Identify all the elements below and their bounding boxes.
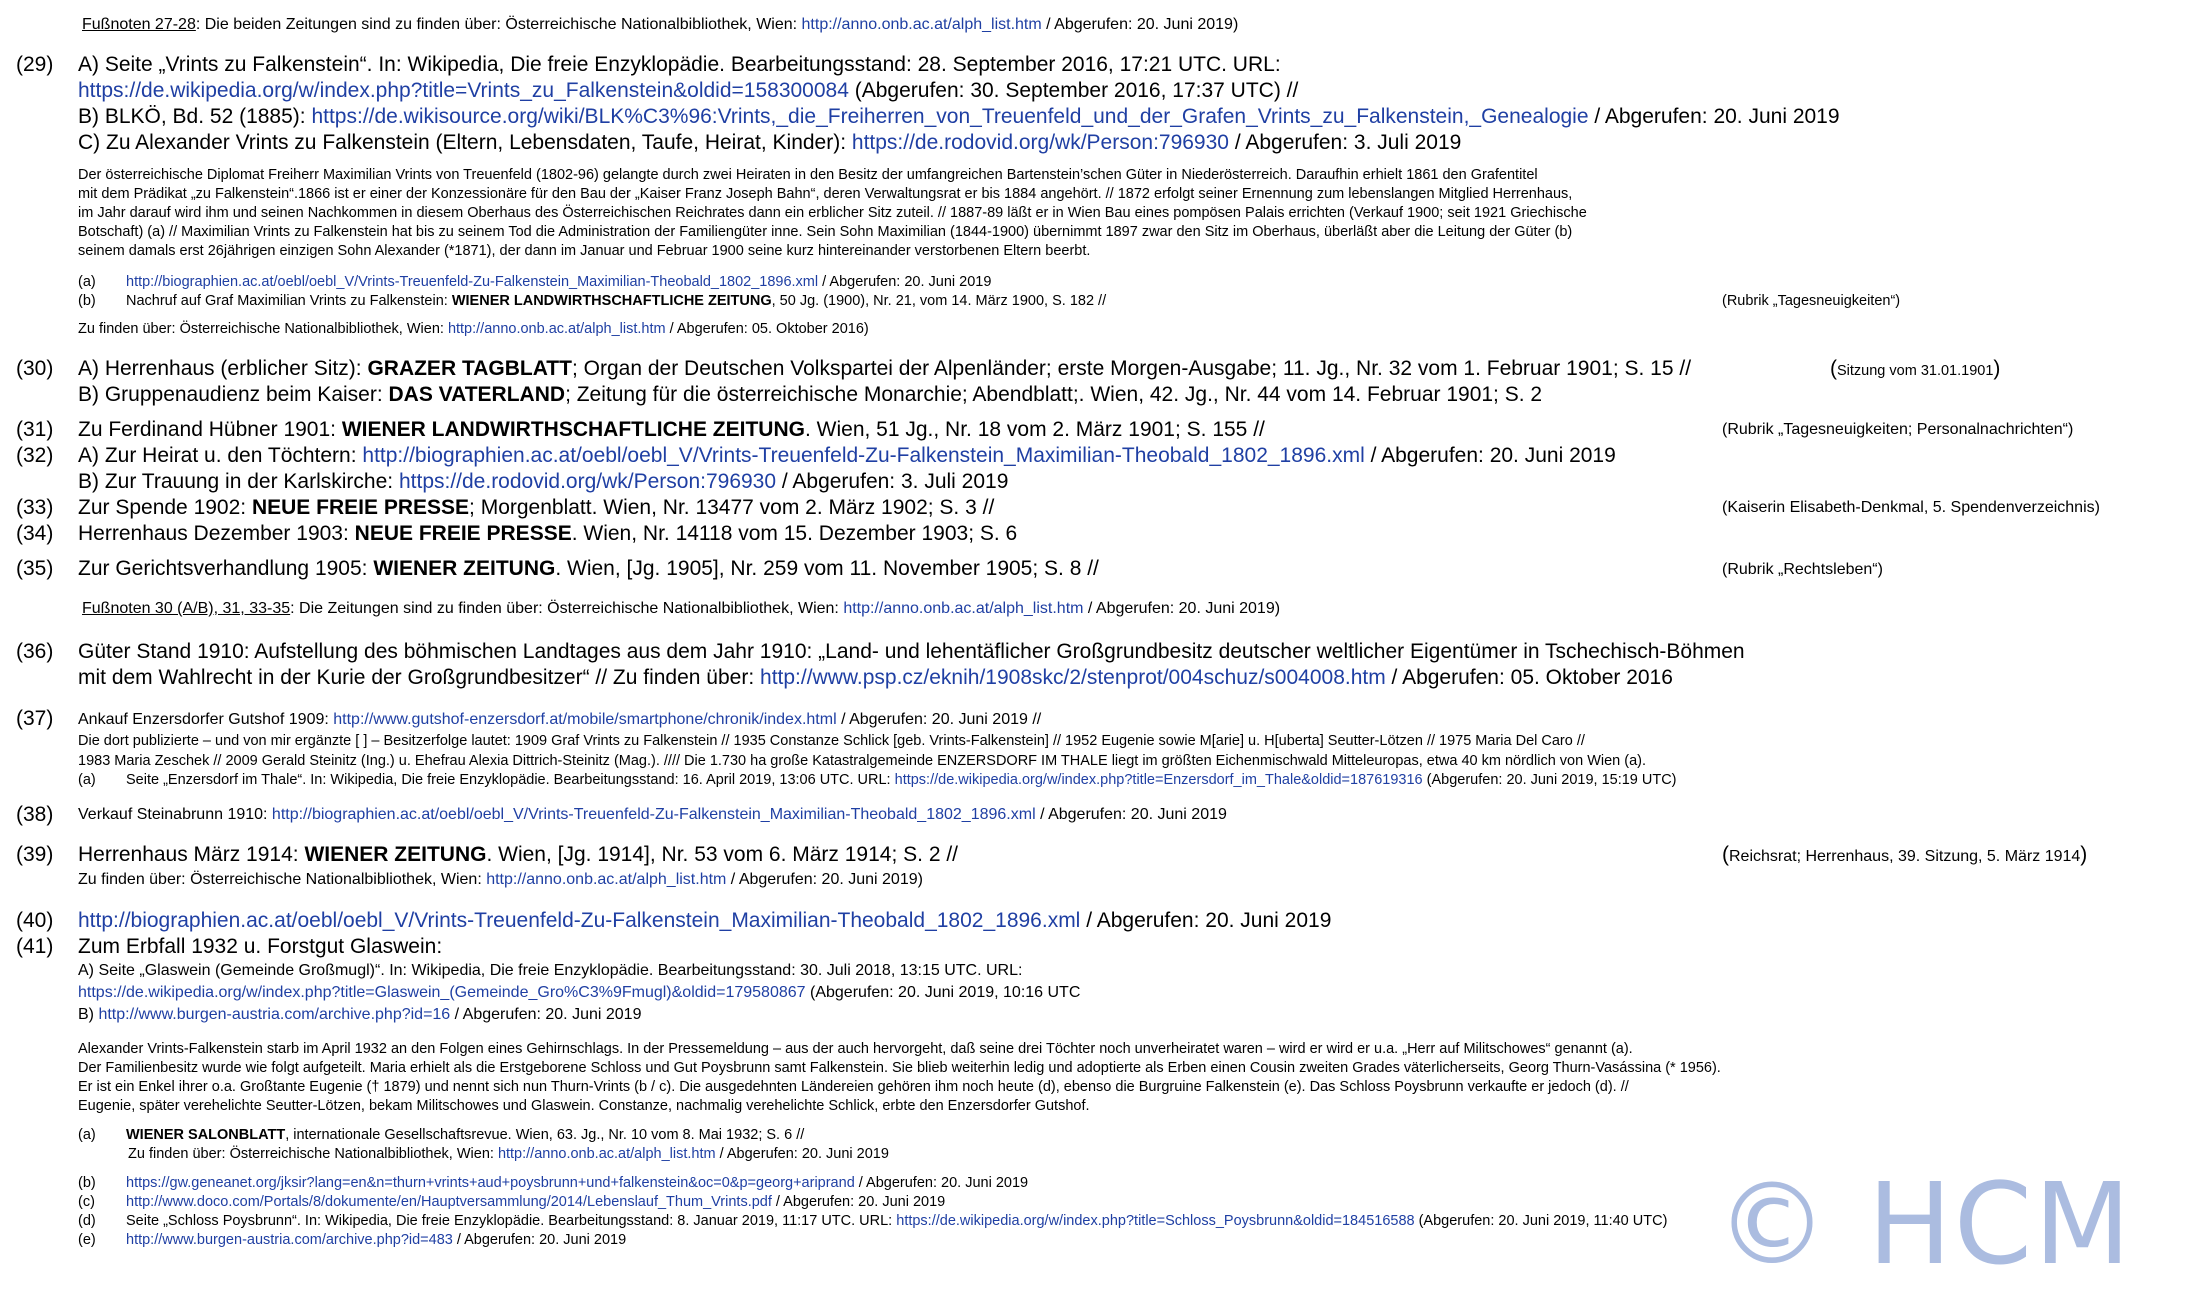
link[interactable]: http://www.burgen-austria.com/archive.php?id=16 xyxy=(98,1006,451,1023)
footnote-number: (35) xyxy=(16,557,54,580)
footnote-text: A) Seite „Glaswein (Gemeinde Großmugl)“. In: Wikipedia, Die freie Enzyklopädie. Bearbeitungsstand: 30. Juli 2018, 13:15 UTC. URL: xyxy=(78,962,1023,979)
rubric-note: (Rubrik „Rechtsleben“) xyxy=(1722,561,1883,578)
copyright-watermark: © HCM xyxy=(1716,1160,2133,1290)
footnote-number: (29) xyxy=(16,53,54,76)
footnote-text: A) Seite „Vrints zu Falkenstein“. In: Wikipedia, Die freie Enzyklopädie. Bearbeitungsstand: 28. September 2016, 17:21 UTC. URL: xyxy=(78,53,1281,76)
paragraph-line: seinem damals erst 26jährigen einzigen Sohn Alexander (*1871), der dann im Januar und Februar 1900 seine kurz hintereinander verstorbenen Eltern beerbt. xyxy=(78,243,1091,259)
reference-marker: (c) xyxy=(78,1194,95,1210)
footnote-number: (41) xyxy=(16,935,54,958)
footnote-number: (39) xyxy=(16,843,54,866)
footnote-number: (33) xyxy=(16,496,54,519)
link[interactable]: https://de.wikisource.org/wiki/BLK%C3%96:Vrints,_die_Freiherren_von_Treuenfeld_und_der_Grafen_Vrints_zu_Falkenstein,_Genealogie xyxy=(311,105,1589,128)
link[interactable]: https://de.rodovid.org/wk/Person:796930 xyxy=(398,470,777,493)
reference-text: Zu finden über: Österreichische Nationalbibliothek, Wien: http://anno.onb.ac.at/alph_list.htm / Abgerufen: 05. Oktober 2016) xyxy=(78,321,869,337)
reference-text: https://gw.geneanet.org/jksir?lang=en&n=thurn+vrints+aud+poysbrunn+und+falkenstein&oc=0&p=georg+ariprand / Abgerufen: 20. Juni 2019 xyxy=(126,1175,1029,1191)
link[interactable]: http://biographien.ac.at/oebl/oebl_V/Vrints-Treuenfeld-Zu-Falkenstein_Maximilian-Theobald_1802_1896.xml xyxy=(362,444,1365,467)
reference-marker: (e) xyxy=(78,1232,96,1248)
paragraph-line: Er ist ein Enkel ihrer o.a. Großtante Eugenie († 1879) und nennt sich nun Thurn-Vrints (b / c). Die ausgedehnten Ländereien gehören ihm noch heute (d), ebenso die Burgruine Falkenstein (e). Das Schloss Poysbrunn verkaufte er jedoch (d). // xyxy=(78,1079,1629,1095)
paragraph-line: Der Familienbesitz wurde wie folgt aufgeteilt. Maria erhielt als die Erstgeborene Schloss und Gut Poysbrunn samt Falkenstein. Sie blieb weiterhin ledig und adoptierte als Erben einen Cousin zweiten Grades väterlicherseits, Georg Thurn-Vasássina (* 1956). xyxy=(78,1060,1721,1076)
link[interactable]: http://biographien.ac.at/oebl/oebl_V/Vrints-Treuenfeld-Zu-Falkenstein_Maximilian-Theobald_1802_1896.xml xyxy=(78,909,1081,932)
link[interactable]: https://gw.geneanet.org/jksir?lang=en&n=thurn+vrints+aud+poysbrunn+und+falkenstein&oc=0&p=georg+ariprand xyxy=(126,1175,855,1191)
footnote-text: http://biographien.ac.at/oebl/oebl_V/Vrints-Treuenfeld-Zu-Falkenstein_Maximilian-Theobald_1802_1896.xml / Abgerufen: 20. Juni 2019 xyxy=(78,909,1332,932)
footnote-text: Güter Stand 1910: Aufstellung des böhmischen Landtages aus dem Jahr 1910: „Land- und lehentäflicher Großgrundbesitz deutscher weltlicher Eigentümer in Tschechisch-Böhmen xyxy=(78,640,1745,663)
rubric-note: (Kaiserin Elisabeth-Denkmal, 5. Spendenverzeichnis) xyxy=(1722,499,2100,516)
footnote-text: Herrenhaus März 1914: WIENER ZEITUNG. Wien, [Jg. 1914], Nr. 53 vom 6. März 1914; S. 2 // xyxy=(78,843,958,866)
rubric-note: (Rubrik „Tagesneuigkeiten; Personalnachrichten“) xyxy=(1722,421,2074,438)
link[interactable]: http://www.burgen-austria.com/archive.php?id=483 xyxy=(126,1232,453,1248)
footnote-number: (36) xyxy=(16,640,54,663)
footnote-number: (32) xyxy=(16,444,54,467)
footnote-text: Zur Spende 1902: NEUE FREIE PRESSE; Morgenblatt. Wien, Nr. 13477 vom 2. März 1902; S. 3 // xyxy=(78,496,995,519)
link[interactable]: http://anno.onb.ac.at/alph_list.htm xyxy=(801,16,1042,33)
footnote-label: Fußnoten 27-28 xyxy=(82,16,196,33)
footnote-text: https://de.wikipedia.org/w/index.php?title=Vrints_zu_Falkenstein&oldid=158300084 (Abgerufen: 30. September 2016, 17:37 UTC) // xyxy=(78,79,1299,102)
footnote-27-28-note: Fußnoten 27-28: Die beiden Zeitungen sind zu finden über: Österreichische Nationalbibliothek, Wien: http://anno.onb.ac.at/alph_list.htm / Abgerufen: 20. Juni 2019) xyxy=(82,16,1239,33)
footnote-number: (31) xyxy=(16,418,54,441)
link[interactable]: https://de.wikipedia.org/w/index.php?title=Glaswein_(Gemeinde_Gro%C3%9Fmugl)&oldid=179580867 xyxy=(78,984,806,1001)
footnote-text: B) BLKÖ, Bd. 52 (1885): https://de.wikisource.org/wiki/BLK%C3%96:Vrints,_die_Freiherren_von_Treuenfeld_und_der_Grafen_Vrints_zu_Falkenstein,_Genealogie / Abgerufen: 20. Juni 2019 xyxy=(78,105,1840,128)
reference-marker: (a) xyxy=(78,772,96,788)
footnote-text: A) Zur Heirat u. den Töchtern: http://biographien.ac.at/oebl/oebl_V/Vrints-Treuenfeld-Zu-Falkenstein_Maximilian-Theobald_1802_1896.xml / Abgerufen: 20. Juni 2019 xyxy=(78,444,1616,467)
reference-text: Seite „Schloss Poysbrunn“. In: Wikipedia, Die freie Enzyklopädie. Bearbeitungsstand: 8. Januar 2019, 11:17 UTC. URL: https://de.wikipedia.org/w/index.php?title=Schloss_Poysbrunn&oldid=184516588 (Abgerufen: 20. Juni 2019, 11:40 UTC) xyxy=(126,1213,1668,1229)
link[interactable]: https://de.wikipedia.org/w/index.php?title=Schloss_Poysbrunn&oldid=184516588 xyxy=(896,1213,1415,1229)
link[interactable]: http://anno.onb.ac.at/alph_list.htm xyxy=(447,321,666,337)
reference-marker: (b) xyxy=(78,293,96,309)
reference-text: Zu finden über: Österreichische Nationalbibliothek, Wien: http://anno.onb.ac.at/alph_list.htm / Abgerufen: 20. Juni 2019 xyxy=(128,1146,889,1162)
footnote-text: Zu Ferdinand Hübner 1901: WIENER LANDWIRTHSCHAFTLICHE ZEITUNG. Wien, 51 Jg., Nr. 18 vom 2. März 1901; S. 155 // xyxy=(78,418,1265,441)
footnote-text: Verkauf Steinabrunn 1910: http://biographien.ac.at/oebl/oebl_V/Vrints-Treuenfeld-Zu-Falkenstein_Maximilian-Theobald_1802_1896.xml / Abgerufen: 20. Juni 2019 xyxy=(78,806,1227,823)
footnote-text: B) http://www.burgen-austria.com/archive.php?id=16 / Abgerufen: 20. Juni 2019 xyxy=(78,1006,642,1023)
reference-text: WIENER SALONBLATT, internationale Gesellschaftsrevue. Wien, 63. Jg., Nr. 10 vom 8. Mai 1932; S. 6 // xyxy=(126,1127,805,1143)
paragraph-line: Der österreichische Diplomat Freiherr Maximilian Vrints von Treuenfeld (1802-96) gelangte durch zwei Heiraten in den Besitz der umfangreichen Bartenstein’schen Güter in Niederösterreich. Daraufhin erhielt 1861 den Grafentitel xyxy=(78,167,1538,183)
footnote-text: Zur Gerichtsverhandlung 1905: WIENER ZEITUNG. Wien, [Jg. 1905], Nr. 259 vom 11. November 1905; S. 8 // xyxy=(78,557,1099,580)
paragraph-line: mit dem Prädikat „zu Falkenstein“.1866 ist er einer der Konzessionäre für den Bau der „Kaiser Franz Joseph Bahn“, deren Verwaltungsrat er bis 1884 angehört. // 1872 erfolgt seiner Ernennung zum lebenslangen Mitglied Herrenhaus, xyxy=(78,186,1573,202)
rubric-note: (Reichsrat; Herrenhaus, 39. Sitzung, 5. März 1914) xyxy=(1722,843,2088,866)
link[interactable]: https://de.wikipedia.org/w/index.php?title=Enzersdorf_im_Thale&oldid=187619316 xyxy=(894,772,1423,788)
footnote-text: A) Herrenhaus (erblicher Sitz): GRAZER TAGBLATT; Organ der Deutschen Volkspartei der Alpenländer; erste Morgen-Ausgabe; 11. Jg., Nr. 32 vom 1. Februar 1901; S. 15 // xyxy=(78,357,1692,380)
footnote-number: (30) xyxy=(16,357,54,380)
link[interactable]: http://biographien.ac.at/oebl/oebl_V/Vrints-Treuenfeld-Zu-Falkenstein_Maximilian-Theobald_1802_1896.xml xyxy=(271,806,1036,823)
paragraph-line: im Jahr darauf wird ihm und seinen Nachkommen in diesem Oberhaus des Österreichischen Reichrates dann ein erblicher Sitz zuteil. // 1887-89 läßt er in Wien Bau eines pompösen Palais errichten (Verkauf 1900; seit 1921 Griechische xyxy=(78,205,1587,221)
footnote-text: Herrenhaus Dezember 1903: NEUE FREIE PRESSE. Wien, Nr. 14118 vom 15. Dezember 1903; S. 6 xyxy=(78,522,1018,545)
paragraph-line: 1983 Maria Zeschek // 2009 Gerald Steinitz (Ing.) u. Ehefrau Alexia Dittrich-Steinitz (Mag.). //// Die 1.730 ha große Katastralgemeinde ENZERSDORF IM THALE liegt im größten Eichenmischwald Mitteleuropas, etwa 40 km nördlich von Wien (a). xyxy=(78,753,1647,769)
footnote-text: B) Zur Trauung in der Karlskirche: https://de.rodovid.org/wk/Person:796930 / Abgerufen: 3. Juli 2019 xyxy=(78,470,1009,493)
reference-text: http://www.burgen-austria.com/archive.php?id=483 / Abgerufen: 20. Juni 2019 xyxy=(126,1232,627,1248)
footnote-number: (37) xyxy=(16,707,54,730)
reference-marker: (a) xyxy=(78,1127,96,1143)
footnote-text: Ankauf Enzersdorfer Gutshof 1909: http://www.gutshof-enzersdorf.at/mobile/smartphone/chronik/index.html / Abgerufen: 20. Juni 2019 // xyxy=(78,711,1042,728)
rubric-note: (Sitzung vom 31.01.1901) xyxy=(1830,357,2001,380)
reference-text: Seite „Enzersdorf im Thale“. In: Wikipedia, Die freie Enzyklopädie. Bearbeitungsstand: 16. April 2019, 13:06 UTC. URL: https://de.wikipedia.org/w/index.php?title=Enzersdorf_im_Thale&oldid=187619316 (Abgerufen: 20. Juni 2019, 15:19 UTC) xyxy=(126,772,1677,788)
footnote-text: B) Gruppenaudienz beim Kaiser: DAS VATERLAND; Zeitung für die österreichische Monarchie; Abendblatt;. Wien, 42. Jg., Nr. 44 vom 14. Februar 1901; S. 2 xyxy=(78,383,1543,406)
reference-text: Nachruf auf Graf Maximilian Vrints zu Falkenstein: WIENER LANDWIRTHSCHAFTLICHE ZEITUNG, 50 Jg. (1900), Nr. 21, vom 14. März 1900, S. 182 // xyxy=(126,293,1107,309)
footnote-number: (38) xyxy=(16,803,54,826)
link[interactable]: http://anno.onb.ac.at/alph_list.htm xyxy=(843,600,1084,617)
footnote-number: (40) xyxy=(16,909,54,932)
reference-text: Zu finden über: Österreichische Nationalbibliothek, Wien: http://anno.onb.ac.at/alph_list.htm / Abgerufen: 20. Juni 2019) xyxy=(78,871,923,888)
reference-text: http://biographien.ac.at/oebl/oebl_V/Vrints-Treuenfeld-Zu-Falkenstein_Maximilian-Theobald_1802_1896.xml / Abgerufen: 20. Juni 2019 xyxy=(126,274,992,290)
paragraph-line: Die dort publizierte – und von mir ergänzte [ ] – Besitzerfolge lautet: 1909 Graf Vrints zu Falkenstein // 1935 Constanze Schlick [geb. Vrints-Falkenstein] // 1952 Eugenie sowie M[arie] u. H[uberta] Seutter-Lötzen // 1975 Maria Del Caro // xyxy=(78,733,1585,749)
reference-marker: (d) xyxy=(78,1213,96,1229)
footnote-30-35-note: Fußnoten 30 (A/B), 31, 33-35: Die Zeitungen sind zu finden über: Österreichische Nationalbibliothek, Wien: http://anno.onb.ac.at/alph_list.htm / Abgerufen: 20. Juni 2019) xyxy=(82,600,1281,617)
footnote-text: https://de.wikipedia.org/w/index.php?title=Glaswein_(Gemeinde_Gro%C3%9Fmugl)&oldid=179580867 (Abgerufen: 20. Juni 2019, 10:16 UTC xyxy=(78,984,1081,1001)
link[interactable]: http://anno.onb.ac.at/alph_list.htm xyxy=(497,1146,716,1162)
reference-marker: (b) xyxy=(78,1175,96,1191)
footnote-text: C) Zu Alexander Vrints zu Falkenstein (Eltern, Lebensdaten, Taufe, Heirat, Kinder): https://de.rodovid.org/wk/Person:796930 / Abgerufen: 3. Juli 2019 xyxy=(78,131,1462,154)
link[interactable]: https://de.wikipedia.org/w/index.php?title=Vrints_zu_Falkenstein&oldid=158300084 xyxy=(78,79,849,102)
footnote-label: Fußnoten 30 (A/B), 31, 33-35 xyxy=(82,600,291,617)
footnote-text: mit dem Wahlrecht in der Kurie der Großgrundbesitzer“ // Zu finden über: http://www.psp.cz/eknih/1908skc/2/stenprot/004schuz/s004008.htm / Abgerufen: 05. Oktober 2016 xyxy=(78,666,1673,689)
paragraph-line: Alexander Vrints-Falkenstein starb im April 1932 an den Folgen eines Gehirnschlags. In der Pressemeldung – aus der auch hervorgeht, daß seine drei Töchter noch unverheiratet waren – wird er wird er u.a. „Herr auf Militschowes“ genannt (a). xyxy=(78,1041,1633,1057)
link[interactable]: http://anno.onb.ac.at/alph_list.htm xyxy=(486,871,727,888)
paragraph-line: Botschaft) (a) // Maximilian Vrints zu Falkenstein hat bis zu seinem Tod die Administration der Familiengüter inne. Sein Sohn Maximilian (1844-1900) übernimmt 1897 zwar den Sitz im Oberhaus, überläßt aber die Leitung der Güter (b) xyxy=(78,224,1573,240)
reference-marker: (a) xyxy=(78,274,96,290)
rubric-note: (Rubrik „Tagesneuigkeiten“) xyxy=(1722,293,1901,309)
link[interactable]: http://www.psp.cz/eknih/1908skc/2/stenprot/004schuz/s004008.htm xyxy=(760,666,1386,689)
footnote-text: Zum Erbfall 1932 u. Forstgut Glaswein: xyxy=(78,935,443,958)
link[interactable]: http://www.gutshof-enzersdorf.at/mobile/smartphone/chronik/index.html xyxy=(333,711,837,728)
reference-text: http://www.doco.com/Portals/8/dokumente/en/Hauptversammlung/2014/Lebenslauf_Thum_Vrints.pdf / Abgerufen: 20. Juni 2019 xyxy=(126,1194,946,1210)
link[interactable]: https://de.rodovid.org/wk/Person:796930 xyxy=(851,131,1229,154)
paragraph-line: Eugenie, später verehelichte Seutter-Lötzen, bekam Militschowes und Glaswein. Constanze, nachmalig verehelichte Schlick, erbte den Enzersdorfer Gutshof. xyxy=(78,1098,1090,1114)
link[interactable]: http://www.doco.com/Portals/8/dokumente/en/Hauptversammlung/2014/Lebenslauf_Thum_Vrints.pdf xyxy=(126,1194,772,1210)
footnote-number: (34) xyxy=(16,522,54,545)
link[interactable]: http://biographien.ac.at/oebl/oebl_V/Vrints-Treuenfeld-Zu-Falkenstein_Maximilian-Theobald_1802_1896.xml xyxy=(126,274,819,290)
